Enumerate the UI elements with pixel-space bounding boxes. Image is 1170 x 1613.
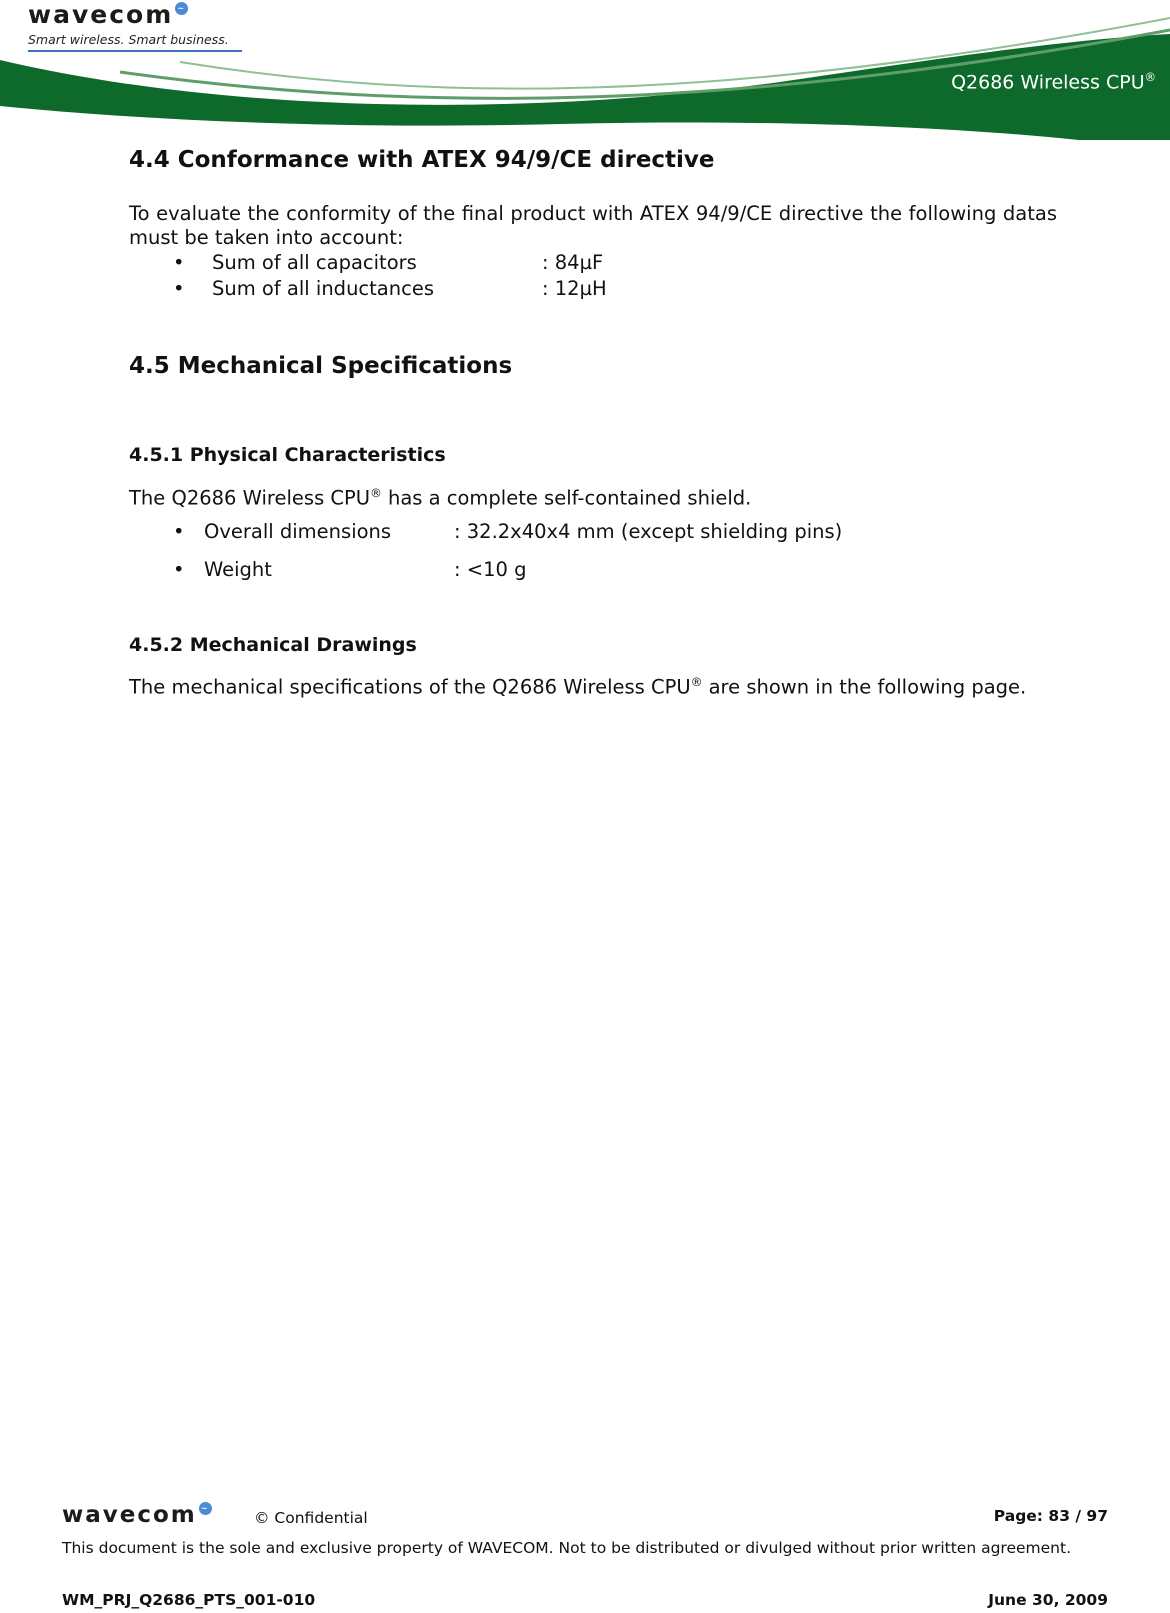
list-item-value: : <10 g (454, 558, 527, 581)
paragraph-4-5-2-after: are shown in the following page. (702, 675, 1027, 699)
list-item (0, 251, 1170, 277)
list-item-value: : 32.2x40x4 mm (except shielding pins) (454, 520, 843, 543)
footer-logo (62, 1502, 212, 1528)
list-item (0, 520, 1170, 546)
registered-mark: ® (370, 486, 382, 500)
heading-4-5-2: 4.5.2 Mechanical Drawings (129, 634, 417, 656)
paragraph-4-5-2-before: The mechanical specifications of the Q2686 Wireless CPU (129, 675, 691, 699)
bullet-icon: • (173, 558, 185, 581)
registered-mark: ® (690, 675, 703, 689)
logo-wordmark: wavecom (28, 0, 174, 29)
list-item-label: Weight (204, 558, 272, 581)
logo-tagline: Smart wireless. Smart business. (28, 32, 229, 47)
paragraph-4-4: To evaluate the conformity of the final product with ATEX 94/9/CE directive the following datas must be taken into account: (129, 202, 1057, 249)
paragraph-4-5-1-before: The Q2686 Wireless CPU (129, 486, 371, 510)
logo-underline (28, 50, 242, 52)
list-item-label: Overall dimensions (204, 520, 392, 543)
list-item-value: : 84µF (542, 251, 604, 274)
bullet-icon: • (173, 520, 185, 543)
heading-4-4: 4.4 Conformance with ATEX 94/9/CE directive (129, 147, 715, 173)
footer-logo-wordmark: wavecom (62, 1502, 197, 1528)
paragraph-4-5-1-after: has a complete self-contained shield. (381, 486, 752, 510)
bullet-icon: • (173, 277, 185, 300)
list-item-label: Sum of all inductances (212, 277, 434, 300)
wavecom-logo (28, 2, 242, 52)
footer-date: June 30, 2009 (988, 1591, 1108, 1609)
footer-page-number: Page: 83 / 97 (993, 1507, 1108, 1525)
footer-logo-wave-icon: ~ (199, 1502, 212, 1515)
bullet-icon: • (173, 251, 185, 274)
product-title-text: Q2686 Wireless CPU (951, 71, 1145, 94)
footer-doc-id: WM_PRJ_Q2686_PTS_001-010 (62, 1591, 316, 1609)
footer-confidential: © Confidential (254, 1509, 368, 1527)
list-item (0, 277, 1170, 303)
list-item-value: : 12µH (542, 277, 607, 300)
list-item (0, 558, 1170, 584)
logo-wave-icon: ~ (175, 2, 188, 15)
paragraph-4-5-2 (129, 670, 1057, 700)
list-item-label: Sum of all capacitors (212, 251, 417, 274)
product-title (951, 70, 1156, 93)
paragraph-4-5-1 (129, 481, 751, 511)
registered-mark: ® (1144, 70, 1156, 84)
footer-notice: This document is the sole and exclusive property of WAVECOM. Not to be distributed or divulged without prior written agreement. (62, 1539, 1071, 1557)
heading-4-5: 4.5 Mechanical Specifications (129, 353, 513, 379)
heading-4-5-1: 4.5.1 Physical Characteristics (129, 444, 446, 466)
